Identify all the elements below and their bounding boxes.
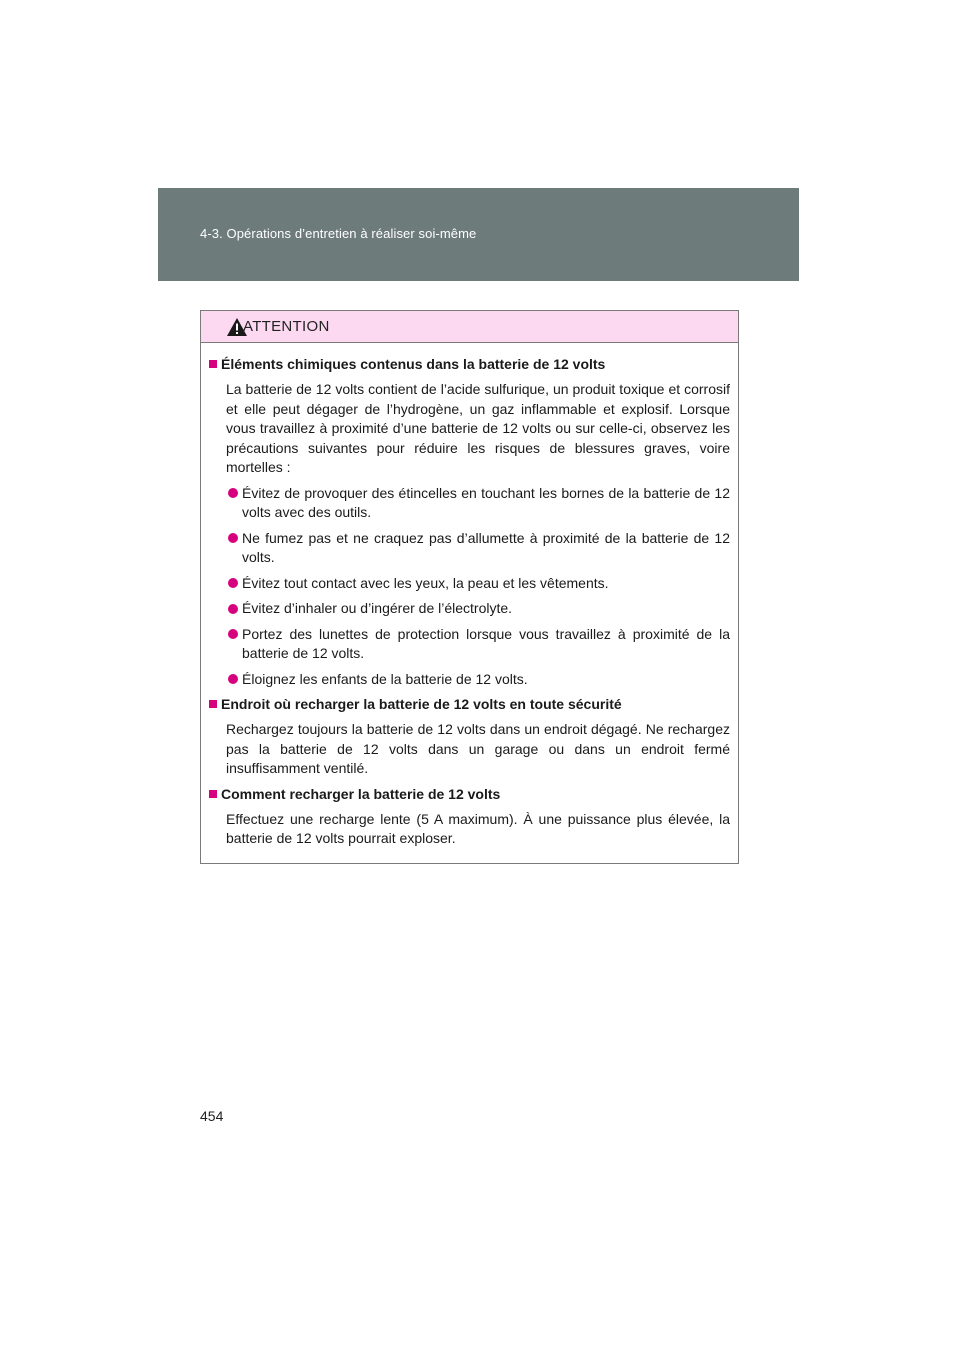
section-paragraph: Effectuez une recharge lente (5 A maximum). À une puissance plus élevée, la batterie de 12 volts pourrait exploser. <box>226 810 730 846</box>
list-item: Ne fumez pas et ne craquez pas d’allumette à proximité de la batterie de 12 volts. <box>226 529 730 568</box>
circle-bullet-icon <box>228 488 238 498</box>
list-item: Évitez de provoquer des étincelles en touchant les bornes de la batterie de 12 volts avec des outils. <box>226 484 730 523</box>
circle-bullet-icon <box>228 533 238 543</box>
circle-bullet-icon <box>228 674 238 684</box>
list-item: Portez des lunettes de protection lorsque vous travaillez à proximité de la batterie de 12 volts. <box>226 625 730 664</box>
section-heading: Endroit où recharger la batterie de 12 volts en toute sécurité <box>209 695 730 714</box>
warning-section <box>209 785 730 849</box>
square-bullet-icon <box>209 360 217 368</box>
list-item: Éloignez les enfants de la batterie de 12 volts. <box>226 670 730 690</box>
warning-section <box>209 355 730 689</box>
chapter-title: 4-3. Opérations d’entretien à réaliser soi-même <box>200 226 477 241</box>
section-paragraph: Rechargez toujours la batterie de 12 volts dans un endroit dégagé. Ne rechargez pas la batterie de 12 volts dans un garage ou dans un endroit fermé insuffisamment ventilé. <box>226 721 730 776</box>
page-number: 454 <box>200 1108 224 1124</box>
chapter-header-band <box>158 188 799 281</box>
section-paragraph: La batterie de 12 volts contient de l’acide sulfurique, un produit toxique et corrosif et elle peut dégager de l’hydrogène, un gaz inflammable et explosif. Lorsque vous travaillez à proximité d’une batterie de 12 volts ou sur celle-ci, observez les précautions suivantes pour réduire les risques de blessures graves, voire mortelles : <box>226 381 730 475</box>
section-heading: Éléments chimiques contenus dans la batterie de 12 volts <box>209 355 730 374</box>
warning-header <box>201 311 738 343</box>
warning-section <box>209 695 730 779</box>
list-item: Évitez d’inhaler ou d’ingérer de l’électrolyte. <box>226 599 730 619</box>
circle-bullet-icon <box>228 578 238 588</box>
section-heading: Comment recharger la batterie de 12 volts <box>209 785 730 804</box>
circle-bullet-icon <box>228 604 238 614</box>
square-bullet-icon <box>209 700 217 708</box>
square-bullet-icon <box>209 790 217 798</box>
warning-title: ATTENTION <box>243 318 330 335</box>
warning-body <box>201 343 738 849</box>
list-item: Évitez tout contact avec les yeux, la peau et les vêtements. <box>226 574 730 594</box>
circle-bullet-icon <box>228 629 238 639</box>
warning-box <box>200 310 739 864</box>
